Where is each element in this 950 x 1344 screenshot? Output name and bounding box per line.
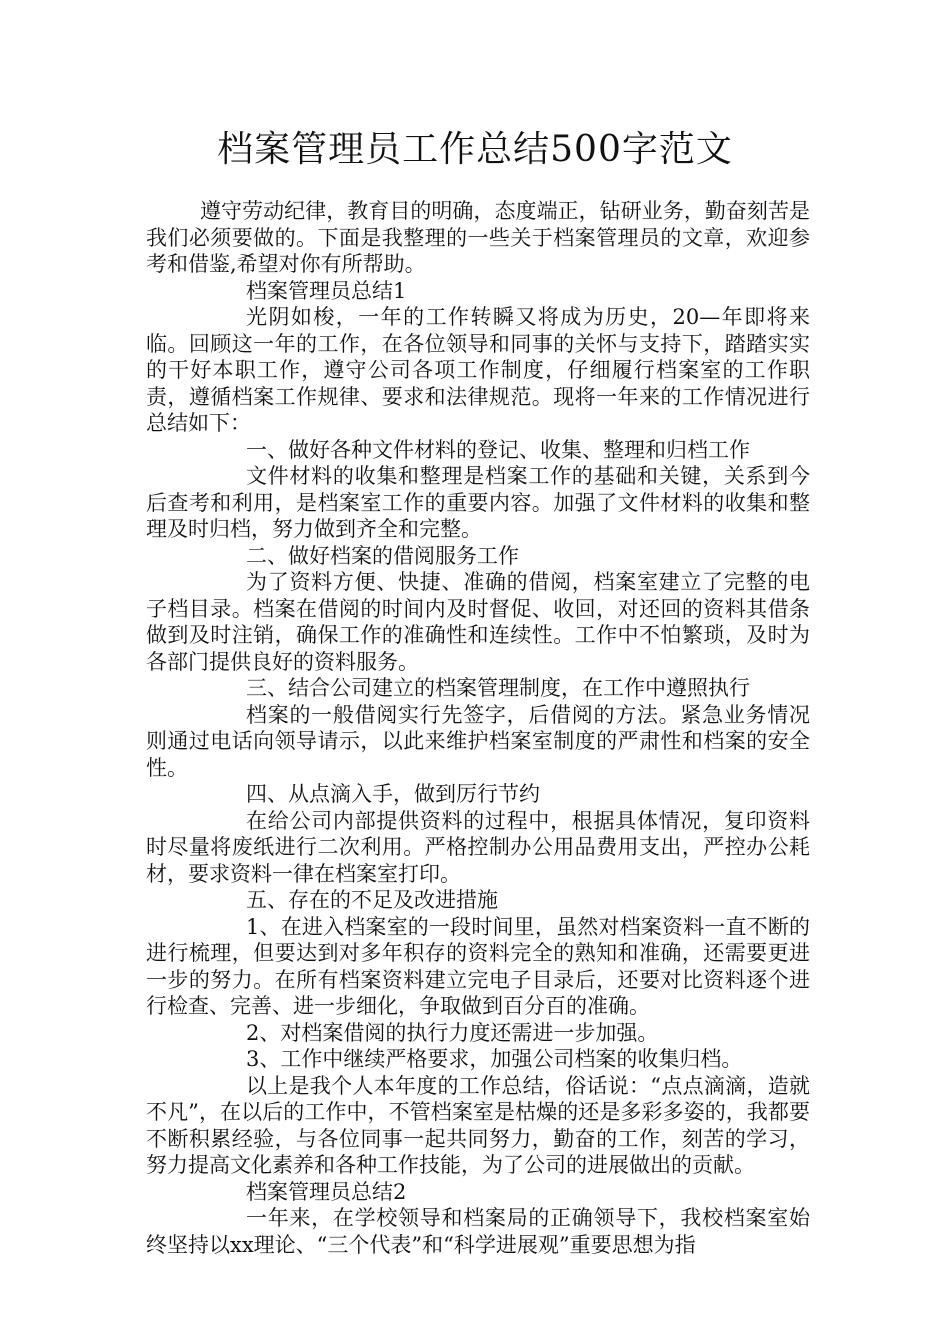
paragraph: 二、做好档案的借阅服务工作	[246, 543, 519, 568]
paragraph: 一、做好各种文件材料的登记、收集、整理和归档工作	[246, 437, 750, 462]
paragraph: 1、在进入档案室的一段时间里，虽然对档案资料一直不断的进行梳理，但要达到对多年积存的资料完全的熟知和准确，还需要更进一步的努力。在所有档案资料建立完电子目录后，还要对比资料逐个进行检查、完善、进一步细化，争取做到百分百的准确。	[146, 914, 810, 1018]
document-title: 档案管理员工作总结500字范文	[217, 129, 733, 170]
document-body	[146, 198, 810, 1258]
paragraph: 档案管理员总结1	[246, 278, 407, 303]
paragraph: 一年来，在学校领导和档案局的正确领导下，我校档案室始终坚持以xx理论、“三个代表”和“科学进展观”重要思想为指	[146, 1206, 810, 1257]
paragraph: 3、工作中继续严格要求，加强公司档案的收集归档。	[246, 1047, 743, 1071]
paragraph: 档案的一般借阅实行先签字，后借阅的方法。紧急业务情况则通过电话向领导请示，以此来维护档案室制度的严肃性和档案的安全性。	[146, 702, 810, 780]
paragraph: 档案管理员总结2	[246, 1179, 407, 1204]
paragraph: 在给公司内部提供资料的过程中，根据具体情况，复印资料时尽量将废纸进行二次利用。严格控制办公用品费用支出，严控办公耗材，要求资料一律在档案室打印。	[146, 808, 810, 886]
paragraph: 三、结合公司建立的档案管理制度，在工作中遵照执行	[246, 676, 750, 700]
paragraph: 四、从点滴入手，做到厉行节约	[246, 782, 540, 806]
paragraph: 文件材料的收集和整理是档案工作的基础和关键，关系到今后查考和利用，是档案室工作的重要内容。加强了文件材料的收集和整理及时归档，努力做到齐全和完整。	[146, 464, 810, 541]
paragraph: 五、存在的不足及改进措施	[246, 888, 498, 912]
paragraph: 2、对档案借阅的执行力度还需进一步加强。	[246, 1020, 659, 1045]
paragraph: 以上是我个人本年度的工作总结，俗话说：“点点滴滴，造就不凡”，在以后的工作中，不管档案室是枯燥的还是多彩多姿的，我都要不断积累经验，与各位同事一起共同努力，勤奋的工作，刻苦的学习，努力提高文化素养和各种工作技能，为了公司的进展做出的贡献。	[146, 1073, 810, 1177]
paragraph: 光阴如梭，一年的工作转瞬又将成为历史，20—年即将来临。回顾这一年的工作，在各位领导和同事的关怀与支持下，踏踏实实的干好本职工作，遵守公司各项工作制度，仔细履行档案室的工作职责，遵循档案工作规律、要求和法律规范。现将一年来的工作情况进行总结如下：	[146, 305, 810, 435]
paragraph: 为了资料方便、快捷、准确的借阅，档案室建立了完整的电子档目录。档案在借阅的时间内及时督促、收回，对还回的资料其借条做到及时注销，确保工作的准确性和连续性。工作中不怕繁琐，及时为各部门提供良好的资料服务。	[146, 570, 810, 674]
paragraph: 遵守劳动纪律，教育目的明确，态度端正，钻研业务，勤奋刻苦是我们必须要做的。下面是我整理的一些关于档案管理员的文章，欢迎参考和借鉴,希望对你有所帮助。	[146, 199, 810, 276]
